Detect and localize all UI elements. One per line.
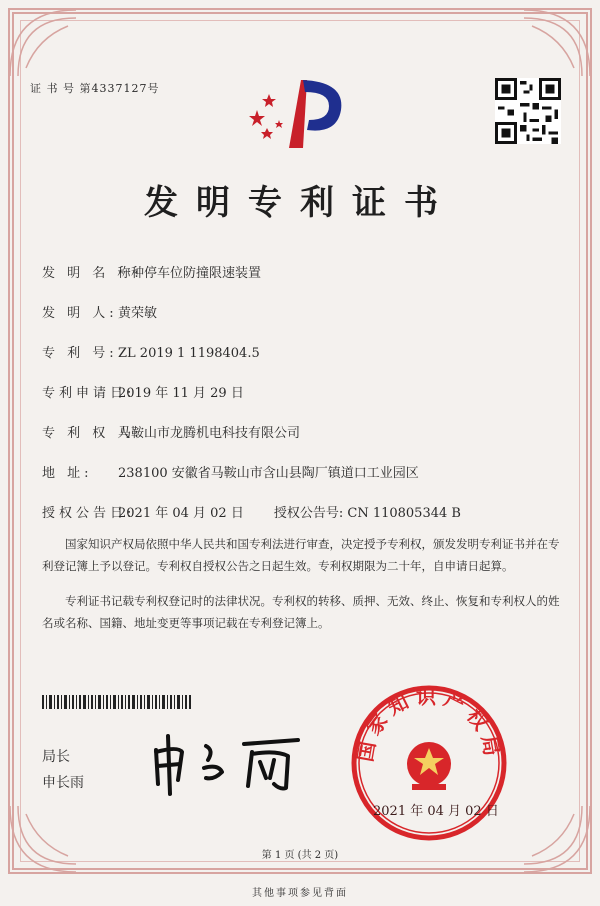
field-value: 马鞍山市龙腾机电科技有限公司	[118, 426, 301, 441]
field-value: 一种停车位防撞限速装置	[118, 266, 262, 281]
field-patentee	[42, 422, 300, 441]
patent-office-logo-icon	[245, 72, 355, 152]
field-address	[42, 462, 419, 481]
certificate-paragraph-1: 国家知识产权局依照中华人民共和国专利法进行审查，决定授予专利权，颁发发明专利证书并在专利登记簿上予以登记。专利权自授权公告之日起生效。专利权期限为二十年，自申请日起算。	[42, 537, 560, 573]
grant-number-value: CN 110805344 B	[347, 506, 461, 521]
field-value: 2021 年 04 月 02 日	[118, 506, 244, 521]
field-label: 专 利 权 人:	[42, 426, 143, 441]
field-value: 238100 安徽省马鞍山市含山县陶厂镇道口工业园区	[118, 466, 419, 481]
field-label: 专 利 号:	[42, 346, 118, 361]
barcode-icon	[42, 695, 192, 709]
qr-code-icon	[495, 78, 561, 144]
corner-ornament-icon	[522, 8, 592, 78]
field-value: ZL 2019 1 1198404.5	[118, 346, 260, 361]
certificate-paragraph-2: 专利证书记载专利权登记时的法律状况。专利权的转移、质押、无效、终止、恢复和专利权人的姓名或名称、国籍、地址变更等事项记载在专利登记簿上。	[42, 594, 560, 630]
corner-ornament-icon	[8, 804, 78, 874]
corner-ornament-icon	[8, 8, 78, 78]
field-value: 2019 年 11 月 29 日	[118, 386, 244, 401]
director-name: 申长雨	[42, 775, 84, 791]
field-label: 授权公告日:	[42, 506, 136, 521]
footer-note: 其他事项参见背面	[252, 888, 348, 899]
page-number: 第 1 页 (共 2 页)	[261, 850, 339, 861]
certificate-number: 证 书 号 第4337127号	[30, 82, 160, 95]
director-signature-icon	[148, 728, 308, 798]
field-label: 发 明 人:	[42, 306, 118, 321]
field-value: 黄荣敏	[118, 306, 158, 321]
field-label: 专利申请日:	[42, 386, 136, 401]
grant-number-label: 授权公告号:	[273, 506, 344, 521]
seal-text: 国家知识产权局	[352, 684, 506, 764]
field-invention-name	[42, 262, 261, 281]
field-label: 地 址:	[42, 466, 93, 481]
certificate-title: 发明专利证书	[144, 183, 456, 223]
director-title: 局长	[42, 749, 70, 765]
field-inventor	[42, 302, 157, 321]
corner-ornament-icon	[522, 804, 592, 874]
field-label: 发 明 名 称:	[42, 266, 143, 281]
seal-date: 2021 年 04 月 02 日	[373, 804, 499, 819]
field-grant-date	[42, 502, 461, 521]
field-filing-date	[42, 382, 244, 401]
field-patent-number	[42, 342, 260, 361]
